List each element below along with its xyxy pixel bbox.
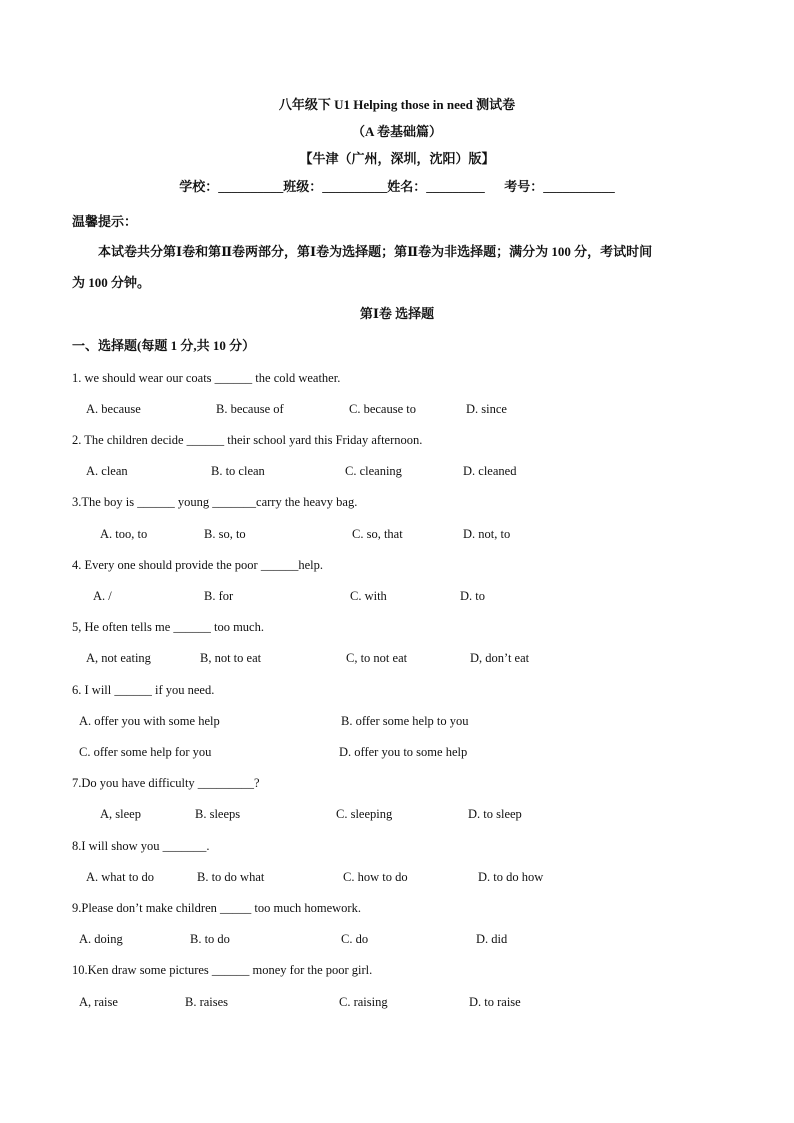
q9-option-a: A. doing [79,932,123,946]
tips-text-line-1: 本试卷共分第Ⅰ卷和第Ⅱ卷两部分，第Ⅰ卷为选择题；第Ⅱ卷为非选择题；满分为 100 分，考试时间 [98,244,653,259]
exam-title: 八年级下 U1 Helping those in need 测试卷 [278,97,516,112]
section-one-title: 一、选择题(每题 1 分,共 10 分） [72,338,256,353]
q10-option-b: B. raises [185,995,229,1009]
q1-option-b: B. because of [216,402,284,416]
q2-option-c: C. cleaning [345,464,402,478]
q10-option-c: C. raising [339,995,388,1009]
q6-option-b: B. offer some help to you [341,714,469,728]
q5-option-b: B, not to eat [200,651,262,665]
question-stem-10: 10.Ken draw some pictures ______ money for the poor girl. [72,963,373,977]
q8-option-c: C. how to do [343,870,408,884]
q10-option-d: D. to raise [469,995,521,1009]
exam-subtitle: （A 卷基础篇） [352,124,442,139]
q5-option-a: A, not eating [86,651,151,665]
q4-option-d: D. to [460,589,485,603]
q2-option-d: D. cleaned [463,464,517,478]
part-one-title: 第Ⅰ卷 选择题 [359,306,435,321]
q4-option-a: A. / [93,589,112,603]
q4-option-b: B. for [204,589,234,603]
q10-option-a: A, raise [79,995,118,1009]
q8-option-a: A. what to do [86,870,155,884]
question-stem-9: 9.Please don’t make children _____ too much homework. [72,901,361,915]
q2-option-a: A. clean [86,464,128,478]
q9-option-c: C. do [341,932,369,946]
q5-option-d: D, don’t eat [470,651,530,665]
question-stem-7: 7.Do you have difficulty _________? [72,776,260,790]
q8-option-d: D. to do how [478,870,544,884]
q1-option-d: D. since [466,402,507,416]
question-stem-2: 2. The children decide ______ their school yard this Friday afternoon. [72,433,423,447]
q5-option-c: C, to not eat [346,651,408,665]
q3-option-d: D. not, to [463,527,511,541]
q3-option-a: A. too, to [100,527,148,541]
tips-text-line-2: 为 100 分钟。 [72,275,151,290]
question-stem-8: 8.I will show you _______. [72,839,210,853]
q6-option-a: A. offer you with some help [79,714,220,728]
q1-option-a: A. because [86,402,141,416]
q7-option-d: D. to sleep [468,807,522,821]
q3-option-b: B. so, to [204,527,246,541]
q7-option-c: C. sleeping [336,807,393,821]
tips-label: 温馨提示： [72,214,138,229]
q6-option-c: C. offer some help for you [79,745,212,759]
q9-option-d: D. did [476,932,508,946]
question-stem-4: 4. Every one should provide the poor ______help. [72,558,323,572]
question-stem-3: 3.The boy is ______ young _______carry the heavy bag. [72,495,358,509]
q1-option-c: C. because to [349,402,416,416]
q4-option-c: C. with [350,589,387,603]
q7-option-b: B. sleeps [195,807,241,821]
question-stem-5: 5, He often tells me ______ too much. [72,620,264,634]
student-info-line: 学校：__________班级：__________姓名：_________ 考号：___________ [179,179,615,194]
q3-option-c: C. so, that [352,527,403,541]
q9-option-b: B. to do [190,932,230,946]
question-stem-1: 1. we should wear our coats ______ the cold weather. [72,371,341,385]
exam-edition: 【牛津（广州，深圳，沈阳）版】 [299,151,495,166]
q6-option-d: D. offer you to some help [339,745,468,759]
q8-option-b: B. to do what [197,870,265,884]
q7-option-a: A, sleep [100,807,141,821]
q2-option-b: B. to clean [211,464,265,478]
question-stem-6: 6. I will ______ if you need. [72,683,215,697]
